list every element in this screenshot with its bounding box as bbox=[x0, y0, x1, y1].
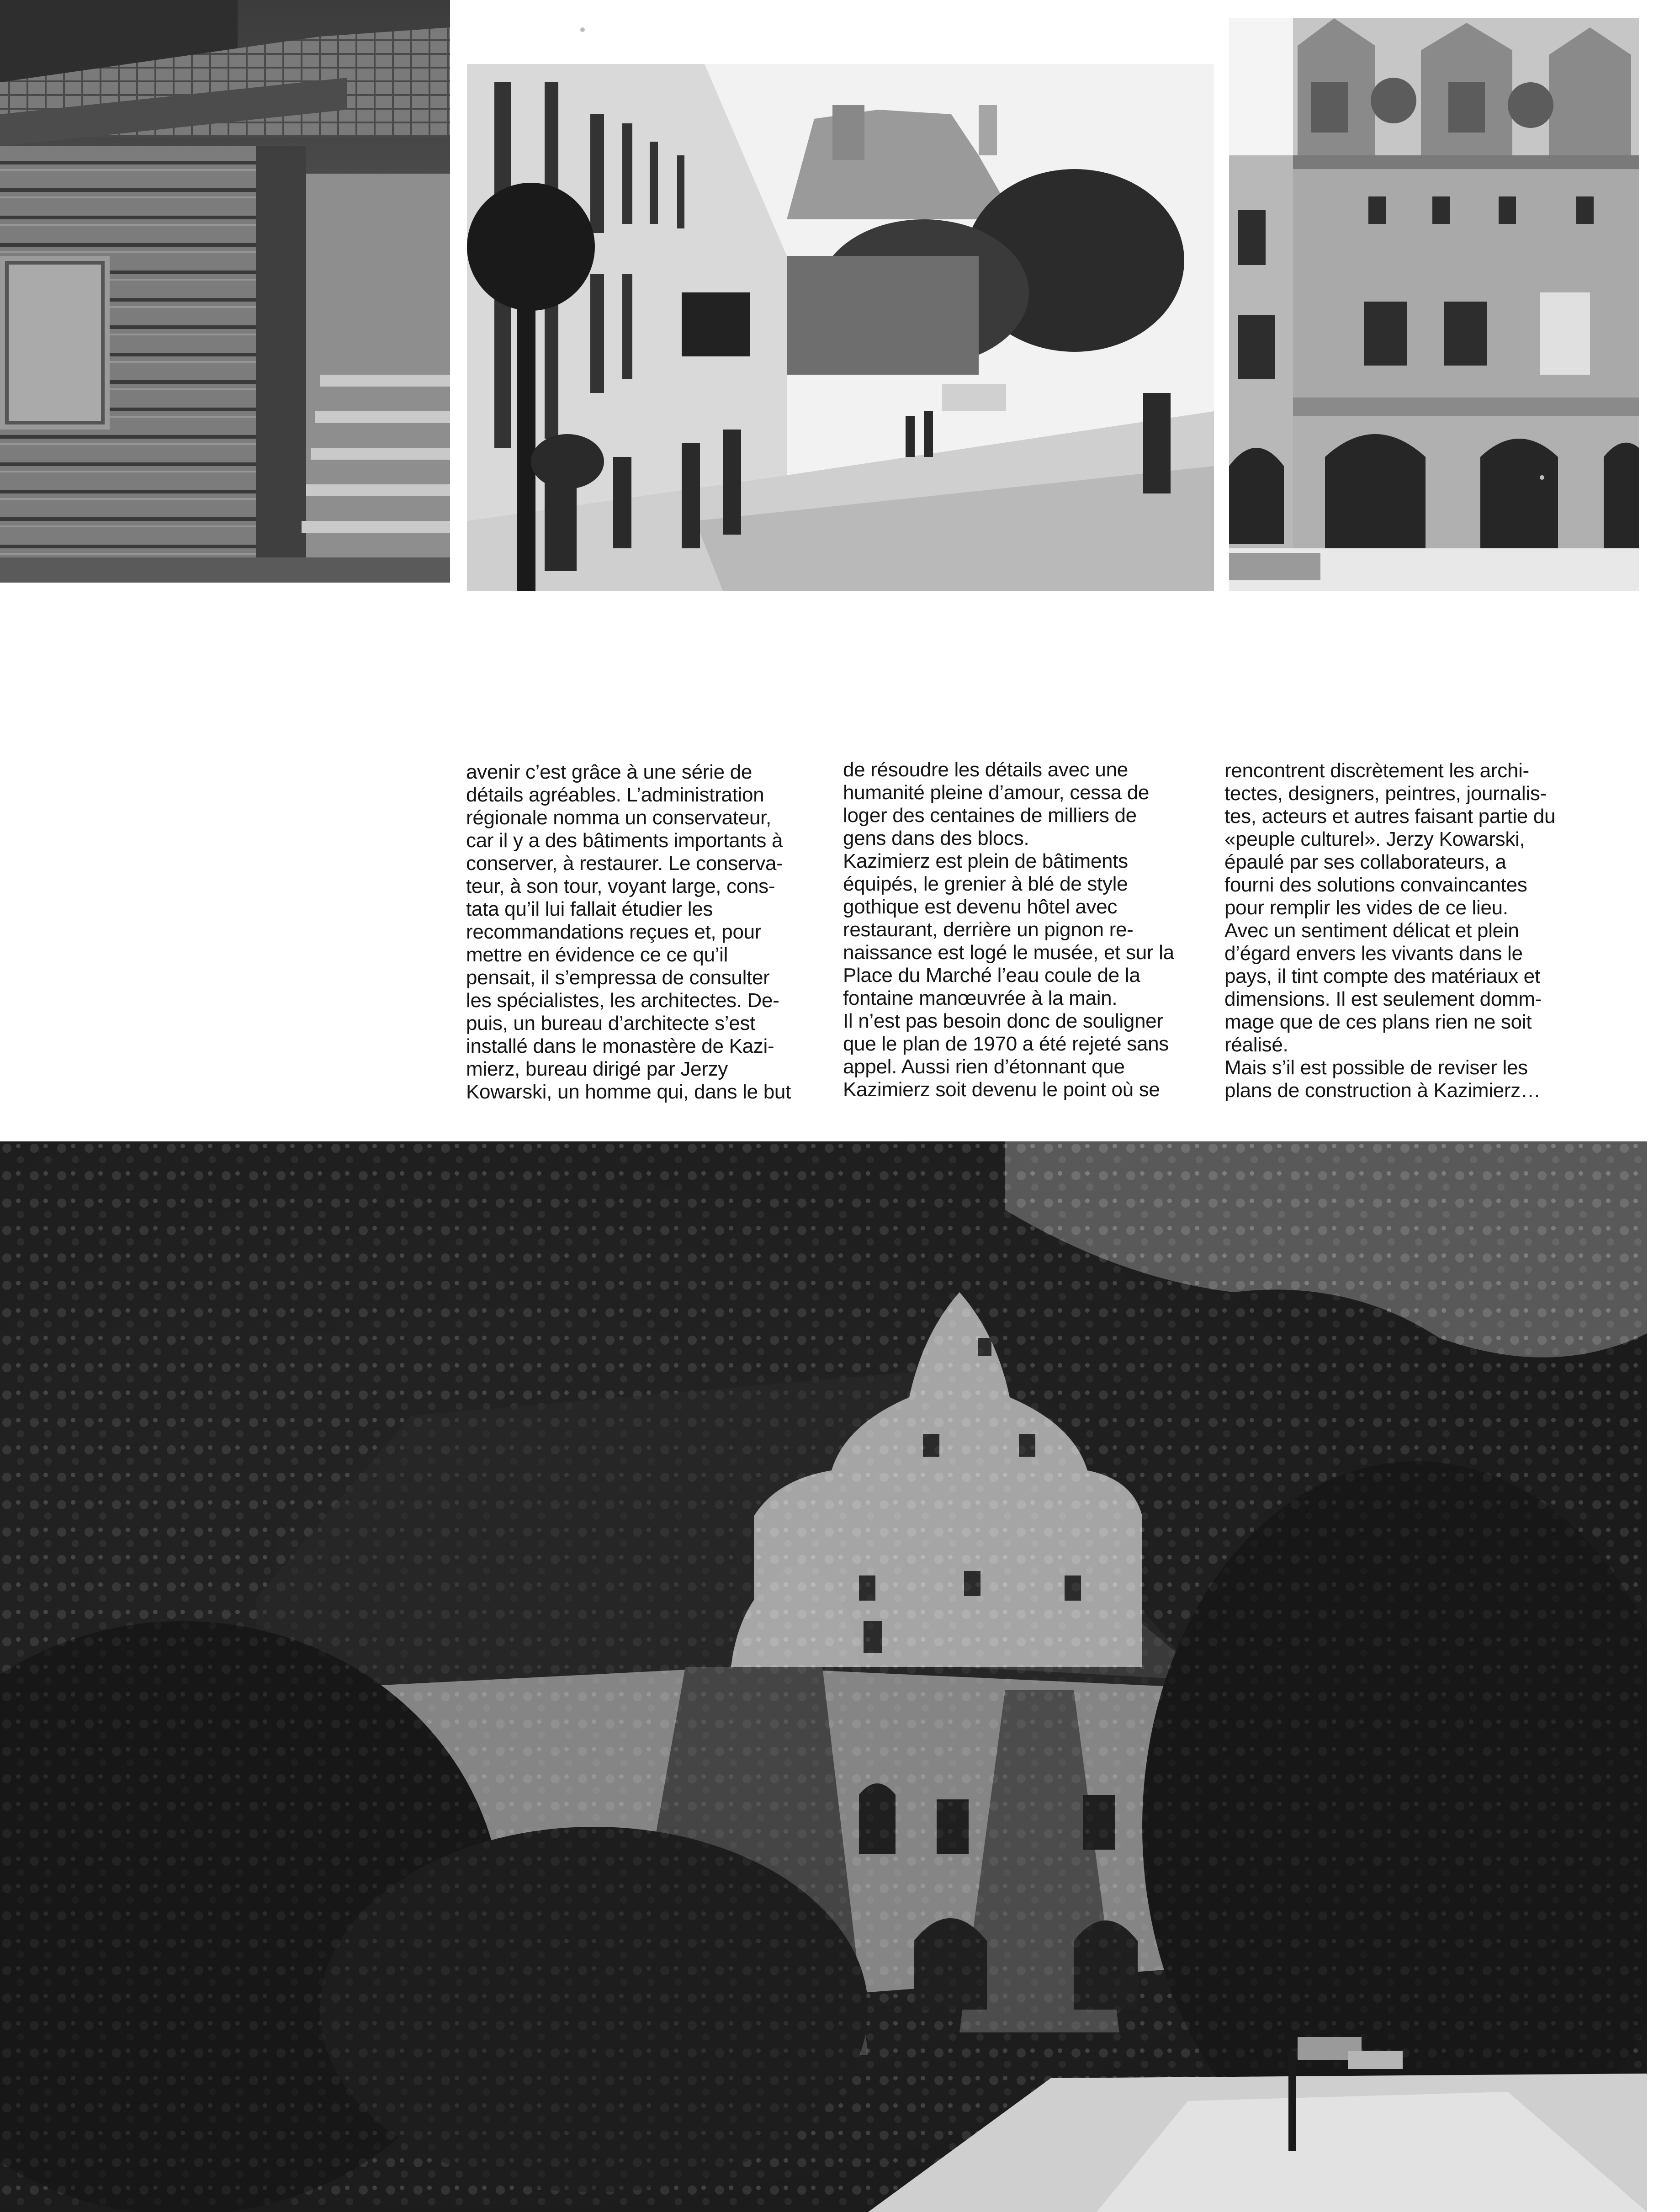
text-line: puis, un bureau d’architecte s’est bbox=[466, 1012, 756, 1034]
text-line: pensait, il s’empressa de consulter bbox=[466, 966, 770, 989]
text-line: teur, à son tour, voyant large, cons- bbox=[466, 875, 775, 897]
granary-image bbox=[0, 1141, 1647, 2212]
text-line: naissance est logé le musée, et sur la bbox=[843, 941, 1174, 964]
text-line: Il n’est pas besoin donc de souligner bbox=[843, 1010, 1163, 1032]
text-line: gens dans des blocs. bbox=[843, 827, 1029, 849]
text-line: restaurant, derrière un pignon re- bbox=[843, 918, 1134, 941]
text-line: gothique est devenu hôtel avec bbox=[843, 896, 1118, 918]
text-line: détails agréables. L’administration bbox=[466, 784, 764, 806]
text-line: Kowarski, un homme qui, dans le but bbox=[466, 1081, 791, 1103]
text-line: pays, il tint compte des matériaux et bbox=[1224, 965, 1540, 987]
text-line: Kazimierz est plein de bâtiments bbox=[843, 850, 1128, 872]
text-line: loger des centaines de milliers de bbox=[843, 804, 1137, 827]
text-line: mierz, bureau dirigé par Jerzy bbox=[466, 1058, 728, 1080]
text-line: réalisé. bbox=[1224, 1034, 1288, 1056]
photo-wooden-house bbox=[0, 0, 450, 583]
text-line: Kazimierz soit devenu le point où se bbox=[843, 1078, 1160, 1101]
text-line: épaulé par ses collaborateurs, a bbox=[1224, 851, 1506, 873]
text-line: installé dans le monastère de Kazi- bbox=[466, 1035, 774, 1057]
wooden-house-image bbox=[0, 0, 450, 583]
text-line: de résoudre les détails avec une bbox=[843, 759, 1128, 781]
text-line: équipés, le grenier à blé de style bbox=[843, 873, 1128, 895]
text-line: tectes, designers, peintres, journalis- bbox=[1224, 782, 1547, 805]
text-line: dimensions. Il est seulement domm- bbox=[1224, 988, 1542, 1010]
renaissance-facade-image bbox=[1229, 18, 1639, 591]
text-line: tata qu’il lui fallait étudier les bbox=[466, 898, 713, 920]
text-line: pour remplir les vides de ce lieu. bbox=[1224, 896, 1508, 919]
text-line: d’égard envers les vivants dans le bbox=[1224, 942, 1523, 965]
text-line: mettre en évidence ce ce qu’il bbox=[466, 944, 728, 966]
article-column-1 bbox=[466, 761, 822, 1103]
speck bbox=[580, 27, 585, 32]
text-line: Mais s’il est possible de reviser les bbox=[1224, 1056, 1528, 1079]
market-street-image bbox=[467, 64, 1214, 591]
text-line: Place du Marché l’eau coule de la bbox=[843, 964, 1140, 987]
photo-renaissance-facade bbox=[1229, 18, 1639, 591]
photo-granary bbox=[0, 1141, 1647, 2212]
text-line: «peuple culturel». Jerzy Kowarski, bbox=[1224, 828, 1525, 850]
text-line: fourni des solutions convaincantes bbox=[1224, 874, 1527, 896]
text-line: les spécialistes, les architectes. De- bbox=[466, 989, 779, 1012]
text-line: tes, acteurs et autres faisant partie du bbox=[1224, 805, 1556, 828]
text-line: conserver, à restaurer. Le conserva- bbox=[466, 852, 783, 875]
text-line: rencontrent discrètement les archi- bbox=[1224, 759, 1529, 782]
article-column-2 bbox=[843, 759, 1199, 1101]
text-line: recommandations reçues et, pour bbox=[466, 921, 762, 943]
text-line: appel. Aussi rien d’étonnant que bbox=[843, 1056, 1125, 1078]
text-line: régionale nomma un conservateur, bbox=[466, 806, 771, 829]
article-column-3 bbox=[1224, 759, 1581, 1102]
text-line: avenir c’est grâce à une série de bbox=[466, 761, 753, 783]
photo-market-street bbox=[467, 64, 1214, 591]
text-line: que le plan de 1970 a été rejeté sans bbox=[843, 1033, 1169, 1055]
text-line: Avec un sentiment délicat et plein bbox=[1224, 919, 1519, 942]
text-line: humanité pleine d’amour, cessa de bbox=[843, 781, 1150, 804]
text-line: mage que de ces plans rien ne soit bbox=[1224, 1011, 1532, 1033]
text-line: plans de construction à Kazimierz… bbox=[1224, 1079, 1541, 1102]
speck bbox=[1540, 475, 1544, 480]
text-line: car il y a des bâtiments importants à bbox=[466, 829, 783, 852]
text-line: fontaine manœuvrée à la main. bbox=[843, 987, 1118, 1009]
